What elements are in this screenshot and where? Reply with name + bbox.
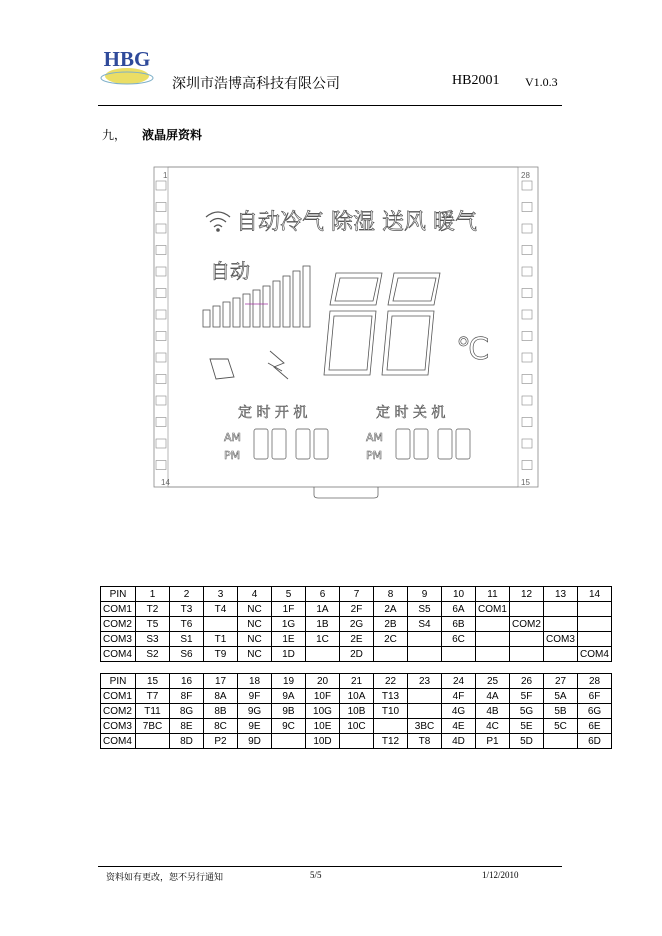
table-cell: NC bbox=[238, 617, 272, 632]
lcd-pin-tab bbox=[156, 439, 166, 448]
table-row bbox=[101, 602, 612, 617]
lcd-pin-tab bbox=[156, 396, 166, 405]
lcd-swing-icons bbox=[210, 351, 288, 379]
row-label-cell: PIN bbox=[101, 674, 136, 689]
table-cell bbox=[374, 647, 408, 662]
lcd-am-right: AM bbox=[366, 431, 384, 444]
table-cell: T7 bbox=[136, 689, 170, 704]
lcd-pin-28: 28 bbox=[521, 171, 530, 180]
table-cell bbox=[306, 647, 340, 662]
header-model: HB2001 bbox=[452, 73, 500, 88]
table-cell: 20 bbox=[306, 674, 340, 689]
lcd-auto-label: 自动 bbox=[210, 259, 250, 283]
row-label-cell: COM4 bbox=[101, 734, 136, 749]
table-cell: 9B bbox=[272, 704, 306, 719]
lcd-pin-tab bbox=[156, 246, 166, 255]
table-cell: COM2 bbox=[510, 617, 544, 632]
lcd-left-pins bbox=[156, 181, 166, 470]
table-cell: T4 bbox=[204, 602, 238, 617]
table-cell: 1G bbox=[272, 617, 306, 632]
table-cell bbox=[476, 617, 510, 632]
lcd-pin-15: 15 bbox=[521, 478, 530, 487]
lcd-pin-1: 1 bbox=[163, 171, 168, 180]
table-cell bbox=[510, 602, 544, 617]
table-cell: 8A bbox=[204, 689, 238, 704]
table-cell: 2 bbox=[170, 587, 204, 602]
table-cell bbox=[578, 617, 612, 632]
table-cell: 2F bbox=[340, 602, 374, 617]
table-cell: 12 bbox=[510, 587, 544, 602]
table-cell: 4E bbox=[442, 719, 476, 734]
lcd-mode-text: 自动冷气 除湿 送风 暖气 bbox=[236, 210, 477, 235]
row-label-cell: COM3 bbox=[101, 719, 136, 734]
lcd-pin-tab bbox=[156, 310, 166, 319]
table-row bbox=[101, 719, 612, 734]
lcd-pin-tab bbox=[522, 224, 532, 233]
table-cell: 8G bbox=[170, 704, 204, 719]
table-cell: 13 bbox=[544, 587, 578, 602]
table-cell: 28 bbox=[578, 674, 612, 689]
table-cell: 5A bbox=[544, 689, 578, 704]
section-number: 九， bbox=[102, 128, 127, 142]
table-cell: 4C bbox=[476, 719, 510, 734]
table-cell: S6 bbox=[170, 647, 204, 662]
lcd-pin-tab bbox=[522, 332, 532, 341]
table-cell bbox=[544, 617, 578, 632]
lcd-pin-tab bbox=[156, 224, 166, 233]
table-cell: COM4 bbox=[578, 647, 612, 662]
table-row bbox=[101, 704, 612, 719]
table-cell: 2C bbox=[374, 632, 408, 647]
lcd-diagram bbox=[150, 165, 542, 500]
logo-text: HBG bbox=[103, 47, 151, 71]
table-cell: T2 bbox=[136, 602, 170, 617]
table-cell: 2B bbox=[374, 617, 408, 632]
table-cell: 21 bbox=[340, 674, 374, 689]
table-cell: 22 bbox=[374, 674, 408, 689]
table-cell: 19 bbox=[272, 674, 306, 689]
table-cell: 1A bbox=[306, 602, 340, 617]
table-row bbox=[101, 647, 612, 662]
table-cell: 8E bbox=[170, 719, 204, 734]
table-cell bbox=[544, 602, 578, 617]
table-cell: 8C bbox=[204, 719, 238, 734]
lcd-pin-tab bbox=[156, 181, 166, 190]
table-header-row bbox=[101, 674, 612, 689]
lcd-am-left: AM bbox=[224, 431, 242, 444]
table-cell: T6 bbox=[170, 617, 204, 632]
table-cell: 5C bbox=[544, 719, 578, 734]
table-cell: 3 bbox=[204, 587, 238, 602]
table-cell bbox=[476, 647, 510, 662]
table-cell: 1F bbox=[272, 602, 306, 617]
table-row bbox=[101, 689, 612, 704]
table-cell bbox=[510, 647, 544, 662]
table-cell bbox=[408, 689, 442, 704]
table-cell: T11 bbox=[136, 704, 170, 719]
table-cell: NC bbox=[238, 602, 272, 617]
table-cell: 9 bbox=[408, 587, 442, 602]
table-cell: 6C bbox=[442, 632, 476, 647]
table-cell: 10D bbox=[306, 734, 340, 749]
table-cell: P2 bbox=[204, 734, 238, 749]
table-cell: S5 bbox=[408, 602, 442, 617]
table-cell: 10B bbox=[340, 704, 374, 719]
lcd-pin-tab bbox=[156, 461, 166, 470]
table-cell bbox=[510, 632, 544, 647]
table-cell: 6D bbox=[578, 734, 612, 749]
table-cell: 17 bbox=[204, 674, 238, 689]
table-cell: 14 bbox=[578, 587, 612, 602]
table-cell: 24 bbox=[442, 674, 476, 689]
lcd-pin-tab bbox=[522, 267, 532, 276]
table-cell: T8 bbox=[408, 734, 442, 749]
row-label-cell: COM3 bbox=[101, 632, 136, 647]
table-cell: 25 bbox=[476, 674, 510, 689]
table-cell: 9F bbox=[238, 689, 272, 704]
table-cell: 5 bbox=[272, 587, 306, 602]
row-label-cell: COM1 bbox=[101, 689, 136, 704]
row-label-cell: COM1 bbox=[101, 602, 136, 617]
footer-date: 1/12/2010 bbox=[482, 870, 519, 880]
table-cell: T9 bbox=[204, 647, 238, 662]
table-cell: 5E bbox=[510, 719, 544, 734]
table-cell: 18 bbox=[238, 674, 272, 689]
table-cell: 6E bbox=[578, 719, 612, 734]
section-title: 液晶屏资料 bbox=[142, 128, 203, 142]
table-cell: 5G bbox=[510, 704, 544, 719]
company-logo bbox=[98, 42, 156, 92]
lcd-timer-on-text: 定 时 开 机 bbox=[238, 405, 308, 421]
table-cell: NC bbox=[238, 647, 272, 662]
table-cell: 9D bbox=[238, 734, 272, 749]
table-cell: 1B bbox=[306, 617, 340, 632]
table-cell: 6 bbox=[306, 587, 340, 602]
lcd-pin-14: 14 bbox=[161, 478, 170, 487]
table-cell: 4 bbox=[238, 587, 272, 602]
table-cell: 7 bbox=[340, 587, 374, 602]
lcd-pm-right: PM bbox=[366, 449, 383, 462]
table-cell bbox=[578, 632, 612, 647]
table-cell: 8D bbox=[170, 734, 204, 749]
table-cell bbox=[544, 647, 578, 662]
lcd-pin-tab bbox=[522, 439, 532, 448]
table-cell: 23 bbox=[408, 674, 442, 689]
table-cell: 15 bbox=[136, 674, 170, 689]
table-cell: COM3 bbox=[544, 632, 578, 647]
lcd-pin-tab bbox=[522, 310, 532, 319]
lcd-pm-left: PM bbox=[224, 449, 241, 462]
lcd-pin-tab bbox=[522, 353, 532, 362]
lcd-pin-tab bbox=[156, 375, 166, 384]
lcd-pin-tab bbox=[522, 461, 532, 470]
table-cell: 6A bbox=[442, 602, 476, 617]
table-row bbox=[101, 632, 612, 647]
table-cell: 6G bbox=[578, 704, 612, 719]
table-cell bbox=[408, 647, 442, 662]
header-divider bbox=[98, 105, 562, 106]
table-row bbox=[101, 734, 612, 749]
table-cell: 5B bbox=[544, 704, 578, 719]
table-cell: 1C bbox=[306, 632, 340, 647]
table-cell: 1 bbox=[136, 587, 170, 602]
lcd-pin-tab bbox=[156, 203, 166, 212]
table-cell bbox=[408, 704, 442, 719]
table-cell bbox=[204, 617, 238, 632]
table-cell bbox=[578, 602, 612, 617]
row-label-cell: COM2 bbox=[101, 617, 136, 632]
pin-table-2 bbox=[100, 673, 612, 749]
footer-divider bbox=[98, 866, 562, 867]
lcd-big-digits bbox=[324, 273, 440, 375]
table-cell: S1 bbox=[170, 632, 204, 647]
table-cell: 27 bbox=[544, 674, 578, 689]
table-cell: 8F bbox=[170, 689, 204, 704]
table-cell: 9A bbox=[272, 689, 306, 704]
row-label-cell: COM4 bbox=[101, 647, 136, 662]
table-cell: T1 bbox=[204, 632, 238, 647]
table-row bbox=[101, 617, 612, 632]
footer-page-number: 5/5 bbox=[310, 870, 322, 880]
table-cell bbox=[476, 632, 510, 647]
table-cell: S4 bbox=[408, 617, 442, 632]
lcd-pin-tab bbox=[522, 246, 532, 255]
table-cell: 4A bbox=[476, 689, 510, 704]
lcd-clock-digits bbox=[254, 429, 470, 459]
table-cell bbox=[442, 647, 476, 662]
table-cell: 3BC bbox=[408, 719, 442, 734]
table-cell: 5F bbox=[510, 689, 544, 704]
lcd-pin-tab bbox=[522, 375, 532, 384]
header-version: V1.0.3 bbox=[525, 75, 558, 89]
lcd-right-pins bbox=[522, 181, 532, 470]
table-cell: 10A bbox=[340, 689, 374, 704]
lcd-pin-tab bbox=[156, 332, 166, 341]
table-cell bbox=[272, 734, 306, 749]
table-cell: 4G bbox=[442, 704, 476, 719]
table-cell bbox=[544, 734, 578, 749]
table-cell: 6B bbox=[442, 617, 476, 632]
table-cell: 2A bbox=[374, 602, 408, 617]
row-label-cell: PIN bbox=[101, 587, 136, 602]
lcd-pin-tab bbox=[156, 267, 166, 276]
table-cell: 1E bbox=[272, 632, 306, 647]
table-cell: 4B bbox=[476, 704, 510, 719]
table-cell: 10C bbox=[340, 719, 374, 734]
table-cell: 1D bbox=[272, 647, 306, 662]
table-cell: 10 bbox=[442, 587, 476, 602]
table-cell: 9C bbox=[272, 719, 306, 734]
table-cell: 2D bbox=[340, 647, 374, 662]
table-cell: 7BC bbox=[136, 719, 170, 734]
table-cell: 4F bbox=[442, 689, 476, 704]
table-cell: P1 bbox=[476, 734, 510, 749]
table-cell: 9E bbox=[238, 719, 272, 734]
table-cell: 2E bbox=[340, 632, 374, 647]
lcd-pin-tab bbox=[156, 353, 166, 362]
pin-table-1 bbox=[100, 586, 612, 662]
footer-notice: 资料如有更改，恕不另行通知 bbox=[106, 873, 224, 883]
table-cell: T10 bbox=[374, 704, 408, 719]
lcd-pin-tab bbox=[522, 181, 532, 190]
table-cell bbox=[340, 734, 374, 749]
table-cell: 8 bbox=[374, 587, 408, 602]
table-cell: 9G bbox=[238, 704, 272, 719]
lcd-timer-off-text: 定 时 关 机 bbox=[376, 405, 446, 421]
table-cell: 10F bbox=[306, 689, 340, 704]
table-cell: T3 bbox=[170, 602, 204, 617]
table-cell: 16 bbox=[170, 674, 204, 689]
table-cell bbox=[374, 719, 408, 734]
table-cell: 6F bbox=[578, 689, 612, 704]
table-cell: S2 bbox=[136, 647, 170, 662]
lcd-pin-tab bbox=[522, 396, 532, 405]
table-cell: 4D bbox=[442, 734, 476, 749]
table-cell: T13 bbox=[374, 689, 408, 704]
table-cell: 5D bbox=[510, 734, 544, 749]
lcd-wifi-icon bbox=[206, 212, 230, 231]
lcd-pin-tab bbox=[522, 203, 532, 212]
table-cell: T5 bbox=[136, 617, 170, 632]
lcd-celsius: ℃ bbox=[456, 332, 490, 367]
table-cell: 11 bbox=[476, 587, 510, 602]
table-cell: S3 bbox=[136, 632, 170, 647]
lcd-pin-tab bbox=[156, 289, 166, 298]
table-header-row bbox=[101, 587, 612, 602]
lcd-pin-tab bbox=[522, 289, 532, 298]
table-cell bbox=[408, 632, 442, 647]
table-cell: T12 bbox=[374, 734, 408, 749]
table-cell: 8B bbox=[204, 704, 238, 719]
table-cell: NC bbox=[238, 632, 272, 647]
row-label-cell: COM2 bbox=[101, 704, 136, 719]
table-cell: 10G bbox=[306, 704, 340, 719]
lcd-pin-tab bbox=[156, 418, 166, 427]
table-cell: 10E bbox=[306, 719, 340, 734]
table-cell bbox=[136, 734, 170, 749]
header-company-name: 深圳市浩博高科技有限公司 bbox=[172, 76, 340, 92]
lcd-pin-tab bbox=[522, 418, 532, 427]
table-cell: 2G bbox=[340, 617, 374, 632]
table-cell: COM1 bbox=[476, 602, 510, 617]
table-cell: 26 bbox=[510, 674, 544, 689]
